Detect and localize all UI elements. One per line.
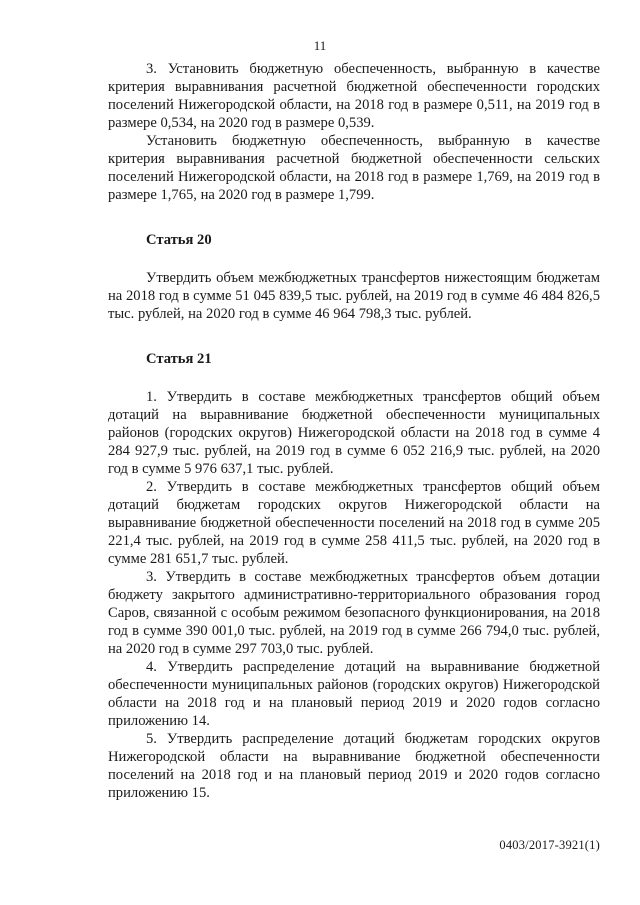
document-code: 0403/2017-3921(1) xyxy=(499,838,600,852)
article-20-heading: Статья 20 xyxy=(146,232,212,248)
page-number: 11 xyxy=(313,38,327,53)
article-20-paragraph: Утвердить объем межбюджетных трансфертов нижестоящим бюджетам на 2018 год в сумме 51 045 839,5 тыс. рублей, на 2019 год в сумме 46 484 826,5 тыс. рублей, на 2020 год в сумме 46 964 798,3 тыс. рублей. xyxy=(108,270,600,322)
document-body xyxy=(108,60,600,802)
article-21-item: 3. Утвердить в составе межбюджетных трансфертов объем дотации бюджету закрытого административно-территориального образования город Саров, связанной с особым режимом безопасного функционирования, на 2018 год в сумме 390 001,0 тыс. рублей, на 2019 год в сумме 266 794,0 тыс. рублей, на 2020 год в сумме 297 703,0 тыс. рублей. xyxy=(108,569,600,657)
article-21-heading: Статья 21 xyxy=(146,351,212,367)
article-21-item: 2. Утвердить в составе межбюджетных трансфертов общий объем дотаций бюджетам городских округов Нижегородской области на выравнивание бюджетной обеспеченности поселений на 2018 год в сумме 205 221,4 тыс. рублей, на 2019 год в сумме 258 411,5 тыс. рублей, на 2020 год в сумме 281 651,7 тыс. рублей. xyxy=(108,479,600,567)
article-21-item: 1. Утвердить в составе межбюджетных трансфертов общий объем дотаций на выравнивание бюджетной обеспеченности муниципальных районов (городских округов) Нижегородской области на 2018 год в сумме 4 284 927,9 тыс. рублей, на 2019 год в сумме 6 052 216,9 тыс. рублей, на 2020 год в сумме 5 976 637,1 тыс. рублей. xyxy=(108,389,600,477)
article-21-item: 5. Утвердить распределение дотаций бюджетам городских округов Нижегородской области на выравнивание бюджетной обеспеченности поселений на 2018 год и на плановый период 2019 и 2020 годов согласно приложению 15. xyxy=(108,731,600,801)
intro-paragraph-rural: Установить бюджетную обеспеченность, выбранную в качестве критерия выравнивания расчетной бюджетной обеспеченности сельских поселений Нижегородской области, на 2018 год в размере 1,769, на 2019 год в размере 1,765, на 2020 год в размере 1,799. xyxy=(108,133,600,203)
intro-paragraph-urban: 3. Установить бюджетную обеспеченность, выбранную в качестве критерия выравнивания расчетной бюджетной обеспеченности городских поселений Нижегородской области, на 2018 год в размере 0,511, на 2019 год в размере 0,534, на 2020 год в размере 0,539. xyxy=(108,61,600,131)
article-21-item: 4. Утвердить распределение дотаций на выравнивание бюджетной обеспеченности муниципальных районов (городских округов) Нижегородской области на 2018 год и на плановый период 2019 и 2020 годов согласно приложению 14. xyxy=(108,659,600,729)
